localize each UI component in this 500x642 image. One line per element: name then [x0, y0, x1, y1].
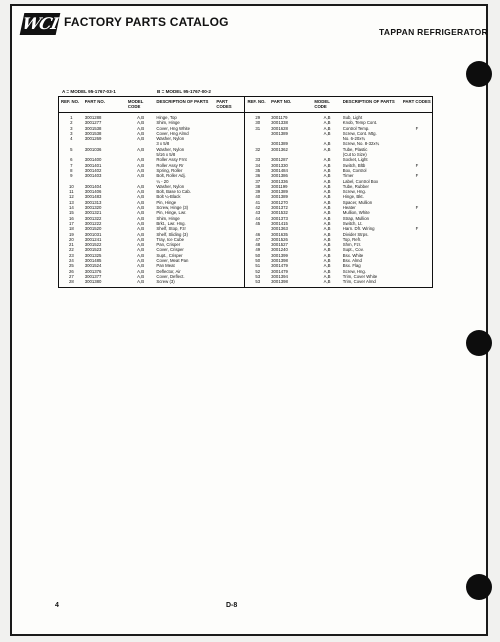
part-no-cell: 3001401 — [84, 162, 102, 168]
description-cell: Shim, Hinge — [156, 215, 180, 221]
description-cell: Bolt, Base to Cab. — [156, 189, 191, 195]
model-b-label: B = MODEL 95-1767-00-2 — [157, 89, 211, 94]
model-code-cell: A,B — [323, 258, 331, 264]
part-no-cell: 3001520 — [84, 226, 102, 232]
ref-no-cell: 30 — [245, 120, 269, 125]
wci-logo: WCI — [20, 14, 60, 33]
part-no-cell: 3001321 — [84, 210, 102, 216]
description-cell: Pan Meat — [156, 263, 175, 269]
model-code-cell: A,B — [137, 236, 145, 242]
part-no-cell: 3001526 — [271, 236, 288, 242]
description-cell: Shelf, Stop, Fzr — [156, 226, 186, 232]
part-code-cell: F — [415, 173, 419, 179]
description-cell: Screw, No. 8-32x¾ — [342, 141, 380, 147]
part-no-cell: 3001325 — [84, 252, 102, 258]
model-code-cell: A,B — [323, 242, 331, 248]
description-cell: Bsx. Almd — [342, 258, 362, 264]
description-cell: Pan, Crisper — [156, 242, 181, 248]
part-no-cell: 3001479 — [271, 268, 288, 274]
ref-no-cell: 12 — [68, 194, 74, 200]
description-cell: Heater — [342, 205, 356, 211]
catalog-title: FACTORY PARTS CATALOG — [64, 15, 229, 29]
description-cell: Cover, Deflect. — [156, 273, 185, 279]
part-no-cell: 3001031 — [84, 231, 102, 237]
ref-no-cell: 53 — [245, 274, 269, 279]
description-cell: Trim, Cover Almd — [342, 279, 376, 285]
part-no-cell: 3001400 — [84, 157, 102, 163]
ref-no-cell: 14 — [68, 205, 74, 211]
ref-no-cell: 38 — [245, 184, 269, 189]
ref-no-cell: 22 — [68, 247, 74, 253]
part-no-cell: 3001538 — [84, 125, 102, 131]
part-no-cell: 3001406 — [84, 189, 102, 195]
col-code-header: PART CODES — [401, 97, 433, 113]
ref-no-cell: 49 — [245, 247, 269, 252]
model-code-cell: A,B — [137, 189, 145, 195]
part-no-cell: 3001389 — [271, 194, 288, 200]
ref-no-cell: 43 — [245, 210, 269, 215]
part-no-cell: 3001532 — [271, 210, 288, 216]
ref-no-cell: 2 — [70, 120, 73, 126]
model-code-cell: A,B — [323, 125, 331, 131]
part-no-cell: 3001402 — [84, 167, 102, 173]
model-code-cell: A,B — [137, 258, 145, 264]
ref-no-cell: 7 — [70, 162, 73, 168]
model-code-cell: A,B — [323, 130, 331, 136]
ref-no-cell: 39 — [245, 189, 269, 194]
ref-no-cell: 28 — [68, 279, 74, 285]
model-code-cell: A,B — [323, 120, 331, 126]
model-code-cell: A,B — [137, 205, 145, 211]
model-code-cell: A,B — [323, 231, 331, 237]
model-code-cell: A,B — [137, 125, 145, 131]
description-cell: Box, Control — [342, 167, 367, 173]
model-code-cell: A,B — [323, 115, 331, 120]
description-cell: Switch, Lt. — [342, 220, 363, 226]
part-no-cell: 3001363 — [271, 226, 288, 232]
description-cell: Deflector, Air — [156, 268, 181, 274]
model-code-cell: A,B — [323, 173, 331, 179]
ref-no-cell: 4 — [70, 136, 73, 142]
ref-no-cell: 1 — [70, 115, 73, 120]
part-no-cell: 3001389 — [271, 130, 288, 136]
description-cell: 5/16 x 5/8 — [156, 152, 176, 158]
description-cell: Knob, Temp Cont. — [342, 120, 378, 126]
ref-no-cell: 23 — [68, 252, 74, 258]
description-cell: ¼ - 20 — [156, 178, 169, 184]
description-cell: Tube, Rubber — [342, 183, 369, 189]
model-code-cell: A,B — [137, 247, 145, 253]
description-cell: Roller Assy Frnt — [156, 157, 187, 163]
description-cell: No. 6-20x¾ — [342, 136, 365, 142]
model-code-cell: A,B — [137, 215, 145, 221]
ref-no-cell: 45 — [245, 221, 269, 226]
description-cell: Washer, Nylon — [156, 136, 185, 142]
model-code-cell: A,B — [323, 178, 331, 184]
table-header-row — [59, 97, 433, 113]
ref-no-cell: 24 — [68, 258, 74, 264]
description-cell: Sub, Light — [342, 115, 363, 120]
ref-no-cell: 25 — [68, 263, 74, 269]
description-cell: Screw, Hng. — [342, 189, 366, 195]
col-ref-header: REF. NO. — [245, 97, 269, 113]
parts-table-body — [59, 113, 433, 288]
part-no-cell: 3001404 — [84, 183, 102, 189]
part-no-cell: 3001628 — [271, 125, 288, 131]
col-part-header: PART NO. — [83, 97, 126, 113]
ref-no-cell: 3 — [70, 125, 73, 131]
section-page-number: D-8 — [226, 602, 238, 609]
part-no-cell: 3001240 — [271, 247, 288, 253]
part-no-cell: 3001336 — [271, 178, 288, 184]
part-no-cell: 3001338 — [271, 120, 288, 126]
model-code-cell: A,B — [137, 252, 145, 258]
part-no-cell: 3001389 — [271, 189, 288, 195]
model-code-cell: A,B — [137, 120, 145, 126]
model-code-cell: A,B — [323, 141, 331, 147]
model-code-cell: A,B — [323, 279, 331, 285]
description-cell: Label, Control Box — [342, 178, 379, 184]
ref-no-cell: 26 — [68, 268, 74, 274]
ref-no-cell: 53 — [245, 279, 269, 284]
description-cell: Roller Assy Rr — [156, 162, 184, 168]
ref-no-cell: 3 — [70, 130, 73, 136]
description-cell: Spacer, Mullion — [342, 199, 373, 205]
binder-hole-middle — [466, 330, 492, 356]
description-cell: Spring, Roller — [156, 167, 183, 173]
part-no-cell: 3001538 — [84, 130, 102, 136]
description-cell: Tube, Plastic — [342, 146, 368, 152]
part-code-cell: F — [415, 162, 419, 168]
part-no-cell: 3001036 — [84, 146, 102, 152]
ref-no-cell: 52 — [245, 269, 269, 274]
description-cell: Shim, Hinge — [156, 120, 180, 126]
model-code-cell: A,B — [323, 146, 331, 152]
col-code-header: PART CODES — [214, 97, 245, 113]
part-no-cell: 3001179 — [271, 115, 288, 120]
part-no-cell: 3001415 — [271, 220, 288, 226]
model-code-cell: A,B — [323, 273, 331, 279]
part-no-cell: 3001322 — [84, 215, 102, 221]
ref-no-cell: 33 — [245, 157, 269, 162]
part-no-cell: 3001484 — [271, 167, 288, 173]
model-code-cell: A,B — [137, 242, 145, 248]
description-cell: Supt., Cov. — [342, 247, 364, 253]
part-no-cell: 3001199 — [271, 183, 288, 189]
part-no-cell: 3001485 — [84, 258, 102, 264]
part-no-cell: 3001389 — [271, 141, 288, 147]
ref-no-cell: 5 — [70, 146, 73, 152]
model-code-cell: A,B — [323, 194, 331, 200]
model-code-cell: A,B — [137, 173, 145, 179]
model-code-cell: A,B — [323, 162, 331, 168]
description-cell: Switch, Bltb — [342, 162, 366, 168]
ref-no-cell: 19 — [68, 231, 74, 237]
part-no-cell: 3001377 — [84, 273, 102, 279]
model-code-cell: A,B — [137, 130, 145, 136]
model-code-cell: A,B — [323, 205, 331, 211]
model-code-cell: A,B — [323, 210, 331, 216]
description-cell: Pin, Hinge, Lwr. — [156, 210, 187, 216]
description-cell: Cover, Hng White — [156, 125, 191, 131]
ref-no-cell: 18 — [68, 226, 74, 232]
part-no-cell: 3001394 — [271, 273, 288, 279]
part-no-cell: 3001403 — [84, 173, 102, 179]
ref-no-cell: 15 — [68, 210, 74, 216]
description-cell: Washer, Nylon — [156, 146, 185, 152]
model-code-cell: A,B — [323, 268, 331, 274]
description-cell: Harn. Dfr. Wiring — [342, 226, 375, 232]
model-code-cell: A,B — [137, 194, 145, 200]
ref-no-cell: 34 — [245, 163, 269, 168]
part-no-cell: 3001523 — [84, 247, 102, 253]
col-ref-header: REF. NO. — [59, 97, 83, 113]
part-no-cell: 3001522 — [84, 242, 102, 248]
ref-no-cell: 27 — [68, 273, 74, 279]
model-code-cell: A,B — [137, 146, 145, 152]
model-code-cell: A,B — [323, 215, 331, 221]
part-code-cell: F — [415, 226, 419, 232]
parts-table — [58, 96, 433, 288]
part-no-cell: 3001373 — [271, 215, 288, 221]
model-legend — [62, 89, 251, 94]
ref-no-cell: 17 — [68, 220, 74, 226]
ref-no-cell: 20 — [68, 236, 74, 242]
ref-no-cell: 36 — [245, 173, 269, 178]
ref-no-cell: 32 — [245, 147, 269, 152]
col-desc-header: DESCRIPTION OF PARTS — [154, 97, 214, 113]
model-code-cell: A,B — [137, 136, 145, 142]
ref-no-cell: 16 — [68, 215, 74, 221]
model-code-cell: A,B — [137, 279, 145, 285]
part-no-cell: 3001483 — [84, 194, 102, 200]
part-no-cell: 3001277 — [84, 120, 102, 126]
col-part-header: PART NO. — [269, 97, 312, 113]
ref-no-cell: 47 — [245, 237, 269, 242]
ref-no-cell: 6 — [70, 157, 73, 163]
ref-no-cell: 40 — [245, 194, 269, 199]
ref-no-cell: 46 — [245, 232, 269, 237]
description-cell: Shm, Fzr. — [342, 242, 362, 248]
col-model-header: MODEL CODE — [126, 97, 154, 113]
part-no-cell: 3001269 — [84, 136, 102, 142]
description-cell: Bolt ¼-Black — [156, 194, 181, 200]
part-code-cell: F — [415, 205, 419, 211]
page-number: 4 — [55, 602, 59, 609]
description-cell: Screw, Hng. — [342, 268, 366, 274]
product-line-title: TAPPAN REFRIGERATOR — [379, 27, 488, 37]
model-code-cell: A,B — [137, 273, 145, 279]
part-no-cell: 3001524 — [84, 263, 102, 269]
model-code-cell: A,B — [323, 157, 331, 163]
model-code-cell: A,B — [323, 183, 331, 189]
description-cell: Bolt, Roller Adj. — [156, 173, 186, 179]
description-cell: (Cut to Size) — [342, 152, 367, 158]
part-no-cell: 3001362 — [271, 146, 288, 152]
ref-no-cell: 44 — [245, 216, 269, 221]
ref-no-cell: 31 — [245, 126, 269, 131]
model-code-cell: A,B — [137, 162, 145, 168]
col-model-header: MODEL CODE — [312, 97, 340, 113]
model-code-cell: A,B — [323, 247, 331, 253]
model-a-label: A = MODEL 95-1767-03-1 — [62, 89, 116, 94]
ref-no-cell: 10 — [68, 183, 74, 189]
model-code-cell: A,B — [137, 220, 145, 226]
description-cell: Mullion, White — [342, 210, 370, 216]
description-cell: Cover, Crisper — [156, 247, 184, 253]
ref-no-cell: 8 — [70, 167, 73, 173]
part-no-cell: 3001222 — [84, 220, 102, 226]
part-no-cell: 3001372 — [271, 205, 288, 211]
description-cell: Washer, Nylon — [156, 183, 185, 189]
ref-no-cell: 21 — [68, 242, 74, 248]
description-cell: Cover, Meat Pan — [156, 258, 189, 264]
description-cell: Bsx. Flag — [342, 263, 361, 269]
ref-no-cell: 41 — [245, 200, 269, 205]
description-cell: Bsx. White — [342, 252, 364, 258]
ref-no-cell: 29 — [245, 115, 269, 120]
part-no-cell: 3001270 — [271, 199, 288, 205]
description-cell: Screw, Cont. Mtg. — [342, 130, 377, 136]
ref-no-cell: 37 — [245, 179, 269, 184]
description-cell: Strap, Mullion — [342, 215, 370, 221]
part-no-cell: 3001398 — [271, 279, 288, 285]
part-code-cell: F — [415, 125, 419, 131]
description-cell: Timer — [342, 173, 354, 179]
part-no-cell: 3001241 — [84, 236, 102, 242]
model-code-cell: A,B — [137, 167, 145, 173]
ref-no-cell: 9 — [70, 173, 73, 179]
binder-hole-top — [466, 61, 492, 87]
ref-no-cell: 51 — [245, 263, 269, 268]
model-code-cell: A,B — [323, 263, 331, 269]
model-code-cell: A,B — [137, 268, 145, 274]
description-cell: Hinge, Top — [156, 115, 177, 120]
description-cell: Pin, Hinge — [156, 199, 177, 205]
description-cell: Screw, Hinge (3) — [156, 205, 189, 211]
ref-no-cell: 50 — [245, 258, 269, 263]
model-code-cell: A,B — [323, 252, 331, 258]
description-cell: Supt., Crisper — [156, 252, 183, 258]
part-no-cell: 3001287 — [271, 157, 288, 163]
ref-no-cell: 42 — [245, 205, 269, 210]
model-code-cell: A,B — [137, 226, 145, 232]
description-cell: Cover, Hng Almd — [156, 130, 189, 136]
ref-no-cell: 13 — [68, 199, 74, 205]
col-desc-header: DESCRIPTION OF PARTS — [341, 97, 401, 113]
model-code-cell: A,B — [137, 263, 145, 269]
part-no-cell: 3001320 — [84, 205, 102, 211]
description-cell: Socket, Light — [342, 157, 368, 163]
model-code-cell: A,B — [323, 189, 331, 195]
part-no-cell: 3001376 — [84, 268, 102, 274]
description-cell: Hinge, Bkt. — [342, 194, 364, 200]
ref-no-cell: 35 — [245, 168, 269, 173]
description-cell: Screw (3) — [156, 279, 175, 285]
model-code-cell: A,B — [137, 210, 145, 216]
model-code-cell: A,B — [137, 115, 145, 120]
part-no-cell: 3001380 — [84, 279, 102, 285]
part-no-cell: 3001313 — [84, 199, 102, 205]
description-cell: Trim, Cover White — [342, 273, 378, 279]
binder-hole-bottom — [466, 574, 492, 600]
part-no-cell: 3001399 — [271, 252, 288, 258]
model-code-cell: A,B — [323, 226, 331, 232]
description-cell: Divider Strps. — [342, 231, 369, 237]
part-no-cell: 3001288 — [84, 115, 102, 120]
ref-no-cell: 48 — [245, 242, 269, 247]
model-code-cell: A,B — [323, 167, 331, 173]
description-cell: 3 x 5/8 — [156, 141, 170, 147]
part-no-cell: 3001330 — [271, 162, 288, 168]
part-no-cell: 3001386 — [271, 173, 288, 179]
model-code-cell: A,B — [323, 199, 331, 205]
ref-no-cell: 50 — [245, 253, 269, 258]
description-cell: Shelf, Sliding (3) — [156, 231, 188, 237]
description-cell: Tray, Ice Cube — [156, 236, 185, 242]
part-no-cell: 3001479 — [271, 263, 288, 269]
model-code-cell: A,B — [323, 236, 331, 242]
description-cell: Top, Refr. — [342, 236, 362, 242]
model-code-cell: A,B — [137, 157, 145, 163]
model-code-cell: A,B — [137, 231, 145, 237]
ref-no-cell: 11 — [69, 189, 74, 195]
description-cell: Control Temp. — [342, 125, 370, 131]
model-code-cell: A,B — [137, 199, 145, 205]
description-cell: Brkt., Lwr. Hng. — [156, 220, 186, 226]
part-no-cell: 3001527 — [271, 242, 288, 248]
part-no-cell: 3001398 — [271, 258, 288, 264]
model-code-cell: A,B — [137, 183, 145, 189]
model-code-cell: A,B — [323, 220, 331, 226]
part-no-cell: 3001635 — [271, 231, 288, 237]
